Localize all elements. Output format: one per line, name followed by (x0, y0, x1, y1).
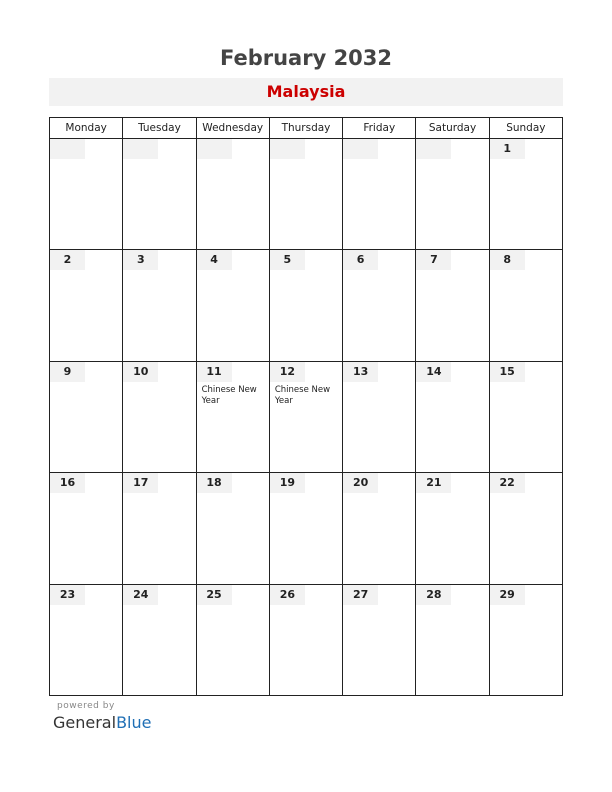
day-cell (196, 361, 269, 472)
day-cell (196, 584, 269, 695)
day-number (197, 139, 232, 159)
day-number: 25 (197, 585, 232, 605)
day-number: 8 (490, 250, 525, 270)
day-number: 2 (50, 250, 85, 270)
day-number (123, 139, 158, 159)
calendar-body (50, 139, 563, 696)
day-number: 28 (416, 585, 451, 605)
day-number: 12 (270, 362, 305, 382)
day-cell (489, 361, 562, 472)
week-row (50, 139, 563, 250)
day-cell (416, 361, 489, 472)
day-number: 13 (343, 362, 378, 382)
day-number: 5 (270, 250, 305, 270)
day-cell (489, 250, 562, 361)
weekday-header: Friday (343, 118, 416, 139)
day-number (270, 139, 305, 159)
page-title: February 2032 (219, 46, 393, 70)
weekday-header-row (50, 118, 563, 139)
weekday-header: Monday (50, 118, 123, 139)
day-cell (269, 139, 342, 250)
powered-by-text: powered by (57, 701, 115, 711)
day-cell (50, 250, 123, 361)
week-row (50, 361, 563, 472)
day-cell (343, 473, 416, 584)
day-cell (269, 473, 342, 584)
brand-logo[interactable] (53, 713, 151, 732)
day-cell (343, 250, 416, 361)
day-number: 29 (490, 585, 525, 605)
day-number: 27 (343, 585, 378, 605)
day-cell (123, 584, 196, 695)
day-number: 24 (123, 585, 158, 605)
day-number: 20 (343, 473, 378, 493)
day-cell (343, 584, 416, 695)
day-number: 1 (490, 139, 525, 159)
day-cell (50, 584, 123, 695)
day-cell (50, 473, 123, 584)
week-row (50, 250, 563, 361)
day-number: 18 (197, 473, 232, 493)
day-number: 17 (123, 473, 158, 493)
day-number: 7 (416, 250, 451, 270)
holiday-label: Chinese New Year (201, 384, 257, 406)
weekday-header: Saturday (416, 118, 489, 139)
day-number: 3 (123, 250, 158, 270)
day-cell (123, 361, 196, 472)
day-cell (123, 139, 196, 250)
weekday-header: Sunday (489, 118, 562, 139)
brand-general: General (53, 713, 117, 732)
day-number (50, 139, 85, 159)
day-number: 4 (197, 250, 232, 270)
day-number: 19 (270, 473, 305, 493)
day-cell (489, 473, 562, 584)
weekday-header: Tuesday (123, 118, 196, 139)
day-cell (489, 139, 562, 250)
day-cell (343, 361, 416, 472)
day-cell (343, 139, 416, 250)
day-number: 9 (50, 362, 85, 382)
day-number: 16 (50, 473, 85, 493)
country-banner (49, 78, 563, 106)
day-number: 21 (416, 473, 451, 493)
day-cell (269, 361, 342, 472)
day-cell (416, 250, 489, 361)
day-cell (123, 250, 196, 361)
brand-blue: Blue (116, 713, 152, 732)
day-number (343, 139, 378, 159)
week-row (50, 584, 563, 695)
day-cell (50, 361, 123, 472)
day-number: 15 (490, 362, 525, 382)
day-cell (196, 473, 269, 584)
day-number: 26 (270, 585, 305, 605)
day-cell (416, 139, 489, 250)
day-number: 11 (197, 362, 232, 382)
day-cell (416, 473, 489, 584)
country-name: Malaysia (266, 82, 346, 101)
day-number: 14 (416, 362, 451, 382)
day-cell (50, 139, 123, 250)
weekday-header: Wednesday (196, 118, 269, 139)
weekday-header: Thursday (269, 118, 342, 139)
day-cell (269, 584, 342, 695)
day-number: 10 (123, 362, 158, 382)
day-number (416, 139, 451, 159)
day-cell (489, 584, 562, 695)
day-number: 23 (50, 585, 85, 605)
day-number: 6 (343, 250, 378, 270)
day-cell (416, 584, 489, 695)
day-cell (196, 139, 269, 250)
day-cell (123, 473, 196, 584)
day-cell (269, 250, 342, 361)
day-number: 22 (490, 473, 525, 493)
holiday-label: Chinese New Year (274, 384, 331, 406)
calendar-grid (49, 117, 563, 696)
week-row (50, 473, 563, 584)
day-cell (196, 250, 269, 361)
